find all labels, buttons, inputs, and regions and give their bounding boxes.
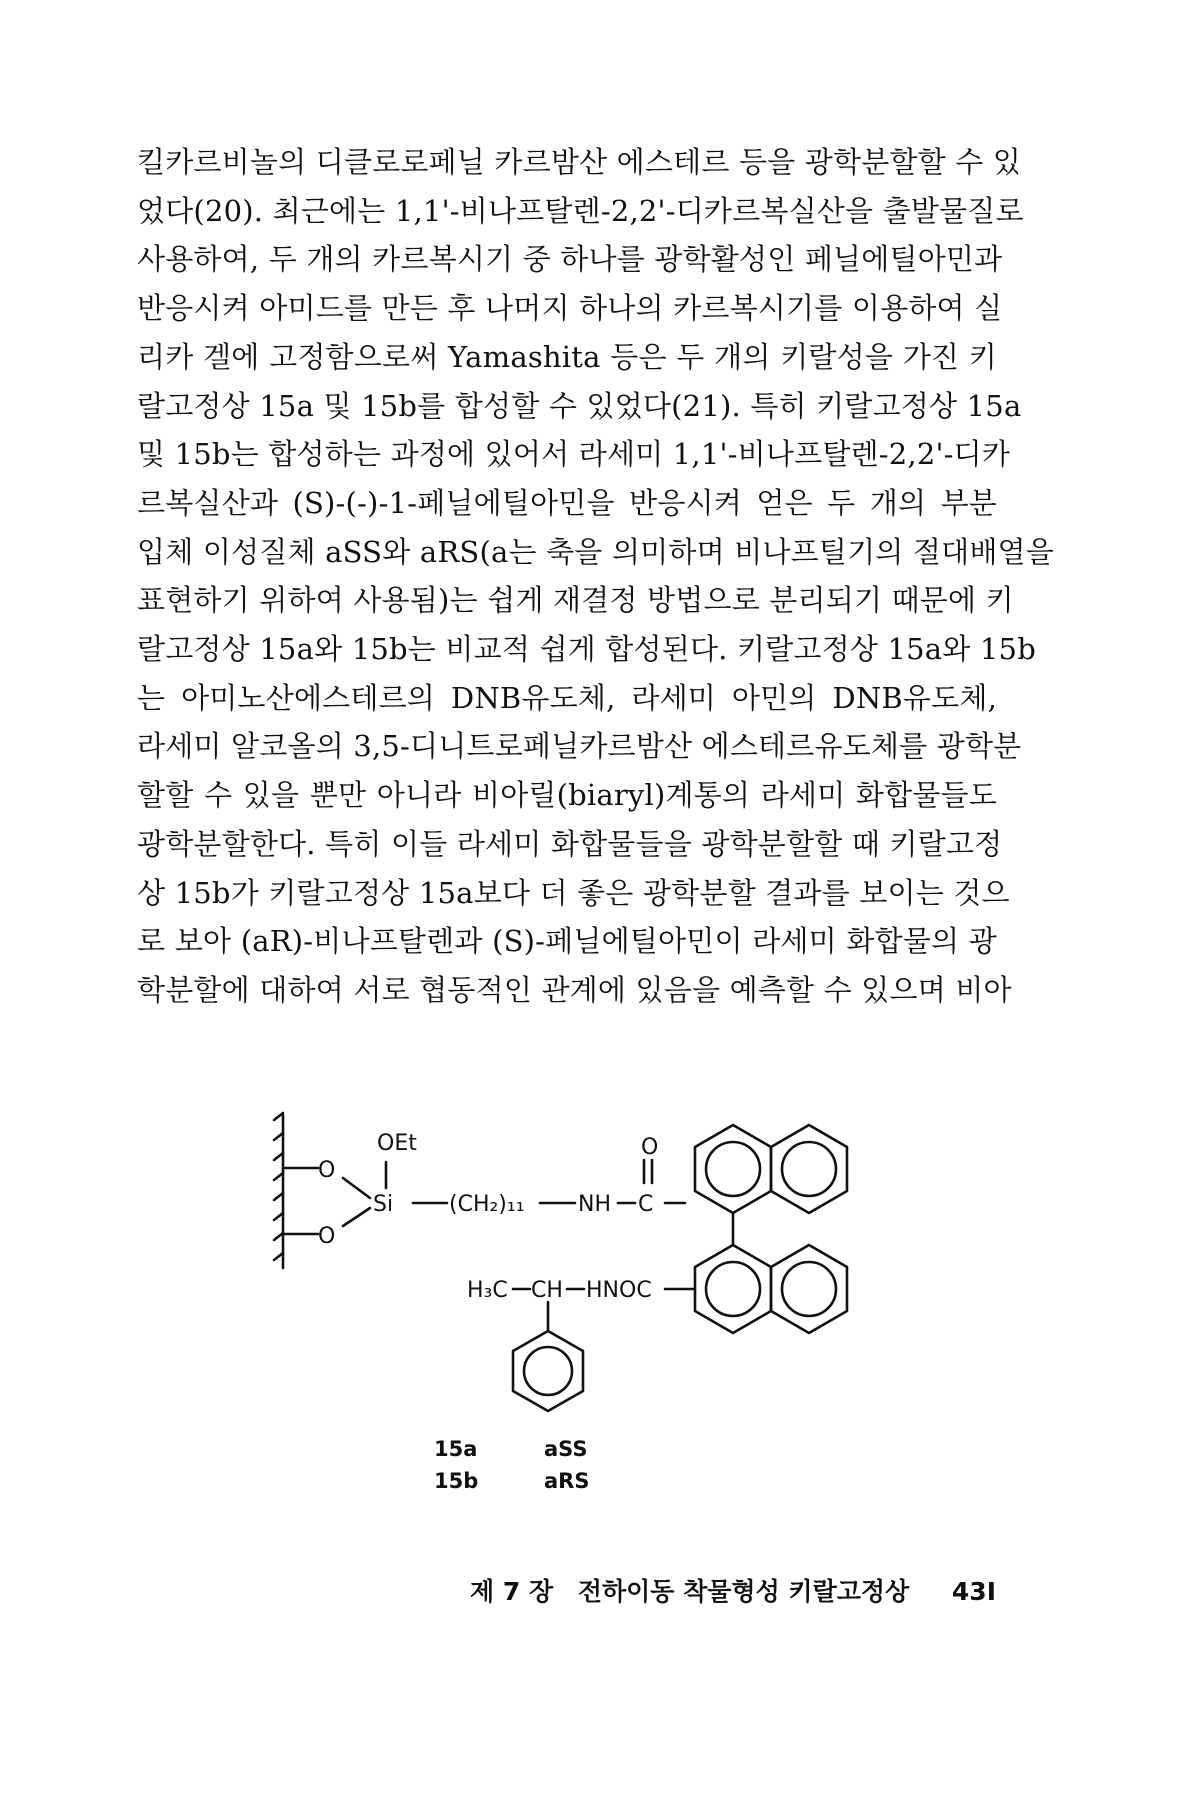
text-line: 학분할에 대하여 서로 협동적인 관계에 있음을 예측할 수 있으며 비아 — [137, 972, 1012, 1007]
text-line: 상 15b가 키랄고정상 15a보다 더 좋은 광학분할 결과를 보이는 것으 — [137, 875, 1010, 910]
text-line: 할할 수 있을 뿐만 아니라 비아릴(biaryl)계통의 라세미 화합물들도 — [137, 778, 997, 813]
text-line: 킬카르비놀의 디클로로페닐 카르밤산 에스테르 등을 광학분할할 수 있 — [137, 145, 1022, 179]
text-line: 로 보아 (aR)-비나프탈렌과 (S)-페닐에틸아민이 라세미 화합물의 광 — [137, 924, 997, 959]
aromatic-circle — [782, 1262, 836, 1316]
text-line: 라세미 알코올의 3,5-디니트로페닐카르밤산 에스테르유도체를 광학분 — [137, 729, 1022, 764]
methine-label: CH — [531, 1278, 563, 1303]
methyl-label: H₃C — [467, 1278, 508, 1303]
page-footer — [470, 1572, 1000, 1608]
text-line: 는 아미노산에스테르의 DNB유도체, 라세미 아민의 DNB유도체, — [137, 680, 997, 715]
amide-label: HNOC — [586, 1278, 652, 1303]
aromatic-circle — [706, 1142, 760, 1196]
compound-config: aSS — [544, 1437, 588, 1461]
silica-hatch — [274, 1113, 283, 1260]
oxygen-label: O — [318, 1158, 336, 1183]
text-line: 광학분할한다. 특히 이들 라세미 화합물들을 광학분할할 때 키랄고정 — [137, 826, 1003, 861]
text-line: 랄고정상 15a와 15b는 비교적 쉽게 합성된다. 키랄고정상 15a와 15b — [137, 632, 1036, 667]
text-line: 반응시켜 아미드를 만든 후 나머지 하나의 카르복시기를 이용하여 실 — [137, 291, 1003, 326]
oet-label: OEt — [377, 1131, 417, 1156]
carbonyl-carbon-label: C — [638, 1192, 654, 1217]
bond — [283, 1168, 318, 1234]
body-text — [137, 138, 1054, 1015]
compound-config: aRS — [544, 1469, 590, 1490]
aromatic-circle — [524, 1347, 572, 1395]
text-line: 리카 겔에 고정함으로써 Yamashita 등은 두 개의 키랄성을 가진 키 — [137, 339, 997, 374]
chapter-title: 전하이동 착물형성 키랄고정상 — [577, 1577, 910, 1606]
chain-label: (CH₂)₁₁ — [449, 1192, 525, 1217]
chapter-label: 제 7 장 — [470, 1577, 554, 1606]
aromatic-circle — [706, 1262, 760, 1316]
structure-drawing — [270, 1090, 880, 1490]
text-line: 랄고정상 15a 및 15b를 합성할 수 있었다(21). 특히 키랄고정상 15a — [137, 388, 1022, 423]
text-line: 입체 이성질체 aSS와 aRS(a는 축을 의미하며 비나프틸기의 절대배열을 — [137, 534, 1054, 569]
oxygen-label: O — [318, 1224, 336, 1249]
chemical-structure-figure — [270, 1090, 880, 1490]
text-line: 르복실산과 (S)-(-)-1-페닐에틸아민을 반응시켜 얻은 두 개의 부분 — [137, 485, 997, 520]
compound-id: 15a — [434, 1437, 478, 1461]
text-line: 사용하여, 두 개의 카르복시기 중 하나를 광학활성인 페닐에틸아민과 — [137, 242, 1003, 277]
text-line: 및 15b는 합성하는 과정에 있어서 라세미 1,1'-비나프탈렌-2,2'-디카 — [137, 437, 1011, 472]
compound-id: 15b — [434, 1469, 479, 1490]
aromatic-circle — [782, 1142, 836, 1196]
silicon-label: Si — [373, 1192, 394, 1217]
bond — [343, 1178, 370, 1226]
page-number: 43I — [951, 1577, 996, 1606]
double-bond — [644, 1160, 652, 1183]
nh-label: NH — [578, 1192, 611, 1217]
text-line: 었다(20). 최근에는 1,1'-비나프탈렌-2,2'-디카르복실산을 출발물질로 — [137, 193, 1024, 228]
carbonyl-oxygen-label: O — [641, 1135, 659, 1160]
text-line: 표현하기 위하여 사용됨)는 쉽게 재결정 방법으로 분리되기 때문에 키 — [137, 583, 1014, 618]
